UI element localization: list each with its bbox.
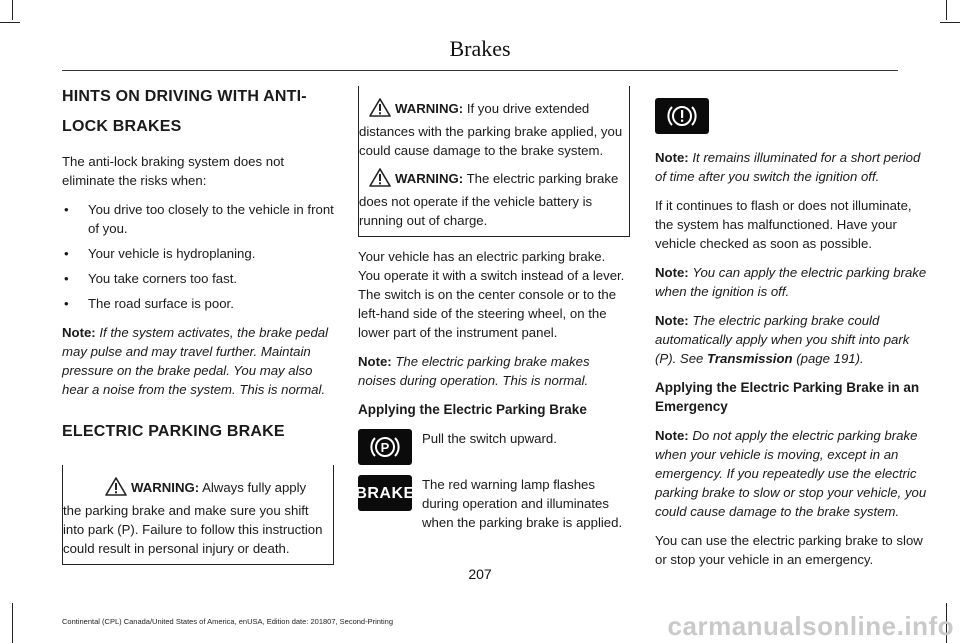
icon-description: Pull the switch upward. [422,431,557,446]
subheading-applying: Applying the Electric Parking Brake [358,402,587,417]
warning-text: Always fully apply the parking brake and make sure you shift into park (P). Failure to follow this instruction could result in personal injury or death. [63,480,323,556]
warning-box [358,86,630,237]
heading-line: LOCK BRAKES [62,118,182,135]
note-label: Note: [62,325,96,340]
note-label: Note: [358,354,392,369]
heading-line: HINTS ON DRIVING WITH ANTI- [62,88,307,105]
icon-row-parking-switch [358,429,630,465]
column-left [62,86,334,575]
warning-box [62,465,334,565]
list-item: • You drive too closely to the vehicle in front of you. [62,200,334,238]
warning-label: WARNING: [395,171,464,186]
note-text: Do not apply the electric parking brake when your vehicle is moving, except in an emergency. If you repeatedly use the electric parking brake to slow or stop your vehicle, you could cause damage to the brake system. [655,428,927,519]
note-text: It remains illuminated for a short period of time after you switch the ignition off. [655,150,921,184]
transmission-link[interactable]: Transmission [707,351,793,366]
intro-paragraph: The anti-lock braking system does not eliminate the risks when: [62,154,285,188]
warning-triangle-icon [369,98,391,122]
warning-label: WARNING: [395,101,464,116]
warning-item [63,477,327,558]
crop-mark [940,22,960,23]
note-paragraph [655,426,927,521]
note-paragraph [358,352,630,390]
section-heading-electric-parking-brake: ELECTRIC PARKING BRAKE [62,423,285,440]
warning-text: The electric parking brake does not operate if the vehicle battery is running out of charge. [359,171,619,228]
note-label: Note: [655,265,689,280]
list-item: • Your vehicle is hydroplaning. [62,244,334,263]
header-rule [62,70,898,71]
parking-brake-switch-icon [358,429,412,465]
note-label: Note: [655,428,689,443]
subheading-emergency: Applying the Electric Parking Brake in an Emergency [655,380,920,414]
warning-text: If you drive extended distances with the parking brake applied, you could cause damage to the brake system. [359,101,623,158]
column-right [655,86,927,579]
warning-triangle-icon [105,477,127,501]
warning-item [359,168,623,230]
page-reference: (page 191). [796,351,864,366]
brake-lamp-label: BRAKE [355,484,415,502]
crop-mark [12,0,13,20]
note-text: If the system activates, the brake pedal may pulse and may travel further. Maintain pressure on the brake pedal. You may also hear a noise from the system. This is normal. [62,325,329,397]
brake-warning-lamp-icon [355,475,415,511]
warning-item [359,98,623,160]
brake-system-warning-icon [655,98,709,134]
warning-triangle-icon [369,168,391,192]
note-label: Note: [655,313,689,328]
list-item: • You take corners too fast. [62,269,334,288]
note-text: You can apply the electric parking brake when the ignition is off. [655,265,927,299]
crop-mark [12,603,13,643]
note-paragraph [655,311,927,368]
crop-mark [946,0,947,20]
warning-label: WARNING: [131,480,200,495]
risk-list [62,200,334,313]
list-item: • The road surface is poor. [62,294,334,313]
note-text: The electric parking brake could automatically apply when you shift into park (P). See [655,313,910,366]
svg-text:P: P [380,440,390,455]
page-title: Brakes [449,36,511,61]
icon-row-brake-lamp [355,475,630,532]
column-middle [355,86,630,542]
section-heading-anti-lock [62,86,334,138]
note-paragraph [62,323,334,399]
crop-mark [0,22,20,23]
icon-description: The red warning lamp flashes during operation and illuminates when the parking brake is applied. [422,477,623,530]
page-number: 207 [468,566,492,582]
body-paragraph: Your vehicle has an electric parking brake. You operate it with a switch instead of a lever. The switch is on the center console or to the left-hand side of the steering wheel, on the lower part of the instrument panel. [358,249,625,340]
note-text: The electric parking brake makes noises during operation. This is normal. [358,354,590,388]
body-paragraph: You can use the electric parking brake to slow or stop your vehicle in an emergency. [655,533,923,567]
note-paragraph [655,263,927,301]
note-paragraph [655,148,927,186]
watermark: carmanualsonline.info [667,611,954,641]
edition-footer: Continental (CPL) Canada/United States of America, enUSA, Edition date: 201807, Second-Printing [62,617,394,626]
note-label: Note: [655,150,689,165]
body-paragraph: If it continues to flash or does not illuminate, the system has malfunctioned. Have your vehicle checked as soon as possible. [655,198,912,251]
